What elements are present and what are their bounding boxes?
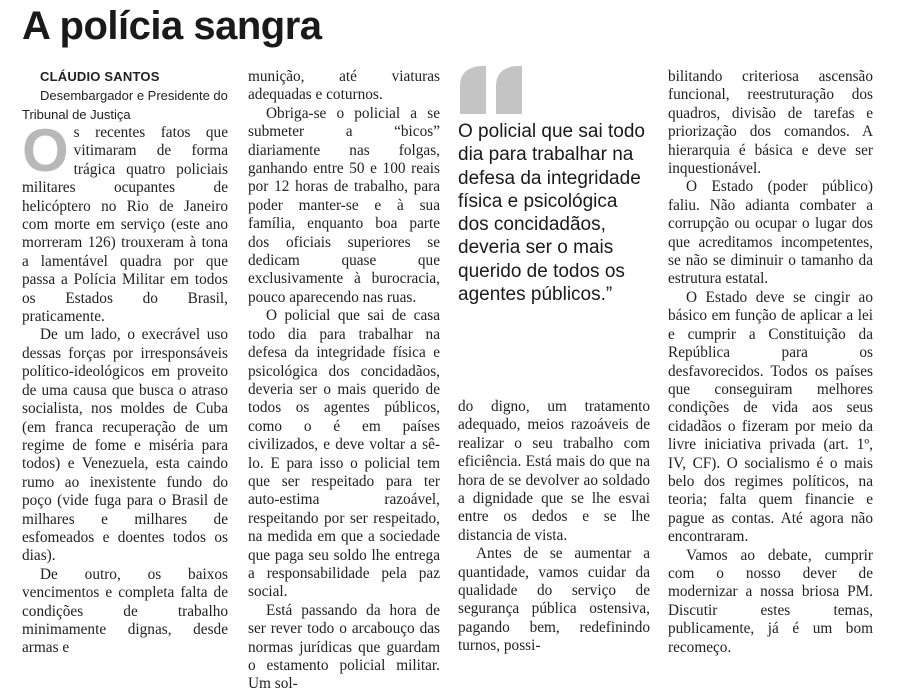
column-4	[668, 68, 873, 657]
column-2	[248, 68, 440, 694]
paragraph: bilitando criteriosa ascensão funcional, reestruturação dos quadros, divisão de tarefas e priorização dos comandos. A hierarquia é básica e deve ser inquestionável.	[668, 68, 873, 178]
paragraph-text: s recentes fatos que vitimaram de forma trágica quatro policiais militares ocupantes de helicóptero no Rio de Janeiro com morte em serviço (este ano morreram 126) trouxeram à tona a lamentável quadra por que passa a Polícia Militar em todos os Estados do Brasil, praticamente.	[22, 124, 228, 326]
column-3	[458, 398, 650, 656]
quote-mark-icon	[458, 66, 528, 116]
pull-quote-text: O policial que sai todo dia para trabalhar na defesa da integridade física e psicológica dos concidadãos, deveria ser o mais querido de todos os agentes públicos.”	[458, 121, 645, 306]
paragraph: Obriga-se o policial a se submeter a “bicos” diariamente nas folgas, ganhando entre 50 e 100 reais por 12 horas de trabalho, para poder manter-se e à sua família, enquanto boa parte dos oficiais superiores se dedicam quase que exclusivamente à burocracia, pouco aparecendo nas ruas.	[248, 104, 440, 306]
paragraph	[22, 117, 228, 326]
paragraph: munição, até viaturas adequadas e coturnos.	[248, 68, 440, 104]
paragraph: Vamos ao debate, cumprir com o nosso dever de modernizar a nossa briosa PM. Discutir estes temas, publicamente, já é um bom recomeço.	[668, 546, 873, 656]
paragraph: do digno, um tratamento adequado, meios razoáveis de realizar o seu trabalho com eficiência. Está mais do que na hora de se devolver ao soldado a dignidade que se lhe esvai entre os dedos e se lhe distancia de vista.	[458, 398, 650, 544]
paragraph: Está passando da hora de ser rever todo o arcabouço das normas jurídicas que guardam o estamento policial militar. Um sol-	[248, 601, 440, 693]
author-name: CLÁUDIO SANTOS	[40, 69, 160, 84]
pull-quote	[458, 66, 650, 392]
column-1	[22, 68, 228, 658]
paragraph: O Estado (poder público) faliu. Não adianta combater a corrupção ou ocupar o lugar dos que acreditamos incompetentes, se não se diminuir o tamanho da estrutura estatal.	[668, 178, 873, 288]
paragraph: O Estado deve se cingir ao básico em função de aplicar a lei e cumprir a Constituição da República para os desfavorecidos. Todos os países que conseguiram melhores condições de vida aos seus cidadãos o fizeram por meio da livre iniciativa privada (art. 1º, IV, CF). O socialismo é o mais belo dos regimes políticos, na teoria; falta quem financie e pague as contas. Até agora não encontraram.	[668, 288, 873, 546]
headline: A polícia sangra	[22, 4, 322, 48]
paragraph: De um lado, o execrável uso dessas forças por irresponsáveis político-ideológicos em proveito de uma causa que busca o atraso socialista, nos moldes de Cuba (em franca recuperação de um regime de fome e miséria para todos) e Venezuela, esta caindo rumo ao inexistente fundo do poço (vide fuga para o Brasil de milhares e milhares de esfomeados e doentes todos os dias).	[22, 326, 228, 565]
author-role: Desembargador e Presidente do Tribunal de Justiça	[22, 88, 228, 122]
paragraph: O policial que sai de casa todo dia para trabalhar na defesa da integridade física e psicológica dos concidadãos, deveria ser o mais querido de todos os agentes públicos, como o é em países civilizados, e deve voltar a sê-lo. E para isso o policial tem que ser respeitado para ter auto-estima razoável, respeitando por ser respeitado, na medida em que a sociedade que paga seu soldo lhe entrega a responsabilidade pela paz social.	[248, 307, 440, 601]
paragraph: Antes de se aumentar a quantidade, vamos cuidar da qualidade do serviço de segurança pública ostensiva, pagando bem, redefinindo turnos, possi-	[458, 545, 650, 655]
paragraph: De outro, os baixos vencimentos e completa falta de condições de trabalho minimamente dignas, desde armas e	[22, 565, 228, 657]
drop-cap: O	[22, 117, 69, 184]
